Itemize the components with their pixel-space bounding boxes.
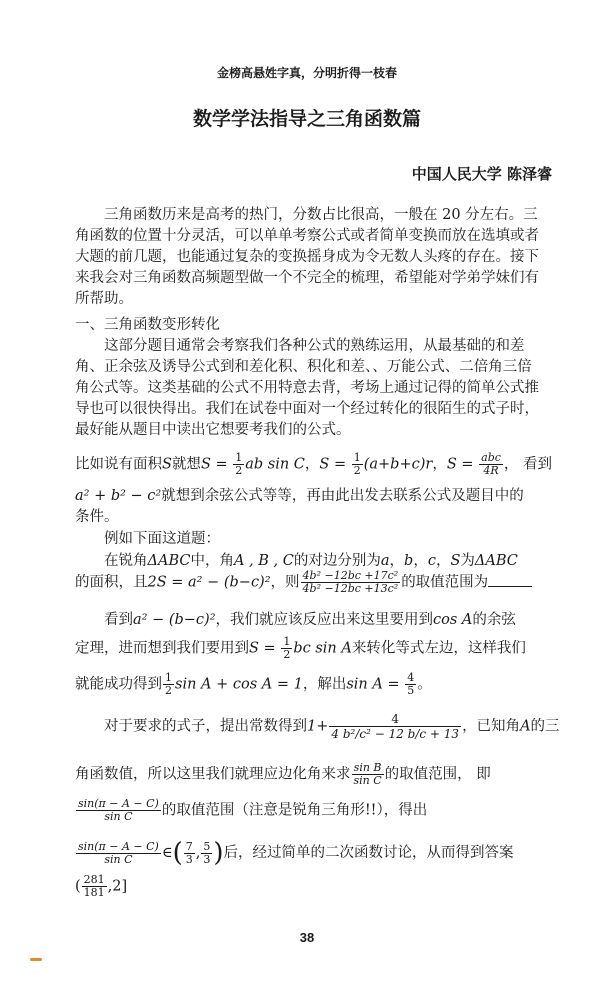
denominator: 4 b²/c² − 12 b/c + 13 [331, 727, 460, 741]
text: 后，经过简单的二次函数讨论，从而得到答案 [223, 845, 514, 861]
fraction [329, 712, 461, 741]
analysis-line-6 [75, 798, 545, 823]
math-expr: a² + b² − c² [75, 488, 162, 504]
fraction [405, 672, 416, 697]
math-expr: a² − (b−c)² [133, 612, 216, 628]
math-var: c [427, 553, 436, 569]
text: ，我们就应该反应出来这里要用到 [215, 612, 434, 628]
math-var: a [380, 553, 390, 569]
problem-line-2 [75, 570, 545, 595]
left-paren: ( [172, 838, 183, 868]
fraction [163, 672, 174, 697]
text: ，已知角 [462, 718, 521, 735]
numerator: 281 [83, 873, 105, 886]
numerator: 1 [283, 635, 291, 648]
denominator: sin C [104, 810, 133, 823]
text: ， 看到 [503, 456, 553, 473]
fraction [281, 636, 292, 661]
analysis-line-2 [75, 636, 545, 661]
example-intro: 例如下面这道题： [104, 531, 220, 547]
numerator: 7 [185, 839, 193, 853]
denominator: 2 [165, 684, 172, 697]
text: 的面积，且 [75, 574, 148, 591]
section-heading: 一、三角函数变形转化 [75, 317, 220, 333]
text: 。 [417, 676, 432, 693]
fraction [301, 570, 401, 595]
math-expr: A , B , C [233, 553, 294, 569]
text: 在锐角 [104, 553, 148, 569]
math-symbol: ,2] [107, 878, 128, 895]
math-var: b [404, 553, 414, 569]
math-expr: 2S = a² − (b−c)² [147, 574, 271, 591]
text: ， [432, 456, 447, 473]
analysis-line-3 [75, 672, 545, 697]
analysis-line-7: $\frac{\sin(\pi - A - C)}{\text{sin C}}$ ∈( $\frac{7}{3}$ , $\frac{5}{3}$ )后，经过简单的二次函数讨论，从而得到答案 [78, 838, 514, 868]
analysis-line-4 [75, 712, 574, 741]
denominator: 4b² −12bc +13c² [302, 582, 399, 595]
denominator: 2 [353, 464, 361, 477]
numerator: sin(π − A − C) [78, 839, 159, 853]
text: 中，角 [190, 553, 234, 569]
text: 的取值范围为 [401, 574, 489, 591]
math-expr: ab sin C [245, 456, 305, 473]
text: 定理，进而想到我们要用到 [75, 640, 249, 657]
fraction [352, 452, 363, 477]
denominator: 2 [283, 648, 291, 661]
math-var: S [450, 553, 461, 569]
text: 就能成功得到 [75, 676, 162, 693]
math-expr: ΔABC [147, 553, 191, 569]
numerator: sin(π − A − C) [78, 797, 159, 810]
fraction [352, 762, 384, 787]
math-expr: S = [319, 456, 351, 473]
text: 角函数值，所以这里我们就理应边化角来求 [75, 766, 351, 783]
text: 的余弦 [472, 612, 516, 628]
numerator: 4 [329, 712, 461, 727]
fraction [184, 841, 195, 866]
math-expr: bc sin A [293, 640, 352, 657]
fraction [233, 452, 244, 477]
fraction [76, 798, 161, 823]
math-symbol: ∈ [161, 845, 173, 861]
numerator: 1 [235, 451, 243, 464]
paragraph-formulas: 这部分题目通常会考察我们各种公式的熟练运用，从最基础的和差角、正余弦及诱导公式到和差化积、积化和差、、万能公式、二倍角三倍角公式等。这类基础的公式不用特意去背，考场上通过记得的简单公式推导也可以很快得出。我们在试卷中面对一个经过转化的很陌生的式子时，最好能从题目中读出它想要考我们的公式。 [75, 338, 539, 438]
math-expr: sin A = [346, 676, 405, 693]
math-expr: S = [446, 456, 479, 473]
text: 的对边分别为 [293, 553, 381, 569]
text: 对于要求的式子，提出常数得到 [104, 718, 307, 735]
fraction [76, 841, 161, 866]
text: 就想到余弦公式等等，再由此出发去联系公式及题目中的 [161, 488, 524, 504]
text: ，解出 [302, 676, 347, 693]
denominator: 2 [235, 464, 243, 477]
denominator: 181 [83, 886, 105, 899]
text: 为 [460, 553, 475, 569]
analysis-line-1 [75, 608, 574, 629]
math-symbol: ( [75, 878, 81, 895]
text: ， [304, 456, 320, 473]
math-expr: S = [249, 640, 281, 657]
area-formulas-line [75, 451, 553, 477]
answer-line [75, 874, 545, 899]
math-var: A [520, 718, 531, 735]
numerator: 4b² −12bc +17c² [302, 569, 399, 582]
text: 来转化等式左边，这样我们 [351, 640, 526, 657]
math-expr: cos A [433, 612, 473, 628]
text: 的取值范围， 即 [384, 766, 491, 783]
cosine-line [75, 484, 545, 505]
math-expr: (a+b+c)r [363, 456, 433, 473]
text: ，则 [270, 574, 300, 591]
author-line: 中国人民大学 陈泽睿 [411, 165, 552, 183]
page-number: 38 [299, 930, 315, 945]
math-expr: ΔABC [474, 553, 518, 569]
text: 的三 [530, 718, 560, 735]
fraction [82, 874, 107, 899]
text: 的取值范围（注意是锐角三角形!!），得出 [161, 802, 428, 819]
numerator: 1 [353, 451, 361, 464]
numerator: sin B [352, 762, 384, 775]
numerator: abc [481, 451, 501, 464]
numerator: 1 [165, 671, 172, 684]
analysis-line-5 [75, 762, 545, 787]
orange-mark [30, 958, 42, 961]
numerator: 4 [407, 671, 415, 684]
denominator: 3 [185, 852, 193, 866]
denominator: sin C [353, 774, 382, 787]
math-expr: 1+ [307, 718, 329, 735]
fraction [479, 452, 503, 477]
text: 就想 [171, 456, 201, 473]
page-title: 数学学法指导之三角函数篇 [192, 108, 421, 130]
answer-blank [488, 574, 532, 587]
math-expr: sin A + cos A = 1 [175, 676, 303, 693]
numerator: 5 [203, 839, 211, 853]
denominator: 3 [203, 852, 211, 866]
denominator: sin C [104, 852, 133, 866]
math-expr: S = [200, 456, 233, 473]
problem-line-1: 在锐角ΔABC中，角A , B , C的对边分别为a，b，c，S为ΔABC [104, 553, 518, 569]
conditions-line: 条件。 [75, 509, 119, 525]
page-motto: 金榜高悬姓字真，分明折得一枝春 [216, 66, 397, 80]
text: ， [435, 553, 451, 569]
intro-paragraph: 三角函数历来是高考的热门，分数占比很高，一般在 20 分左右。三角函数的位置十分灵活，可以单单考察公式或者简单变换而放在选填或者大题的前几题，也能通过复杂的变换摇身成为令无数人头疼的存在。接下来我会对三角函数高频题型做一个不完全的梳理，希望能对学弟学妹们有所帮助。 [75, 207, 539, 307]
text: 比如说有面积 [75, 456, 162, 473]
denominator: 4R [483, 464, 499, 477]
text: 看到 [104, 612, 133, 628]
right-paren: ) [213, 838, 224, 868]
math-var: S [162, 456, 172, 473]
fraction [201, 841, 212, 866]
denominator: 5 [407, 684, 415, 697]
